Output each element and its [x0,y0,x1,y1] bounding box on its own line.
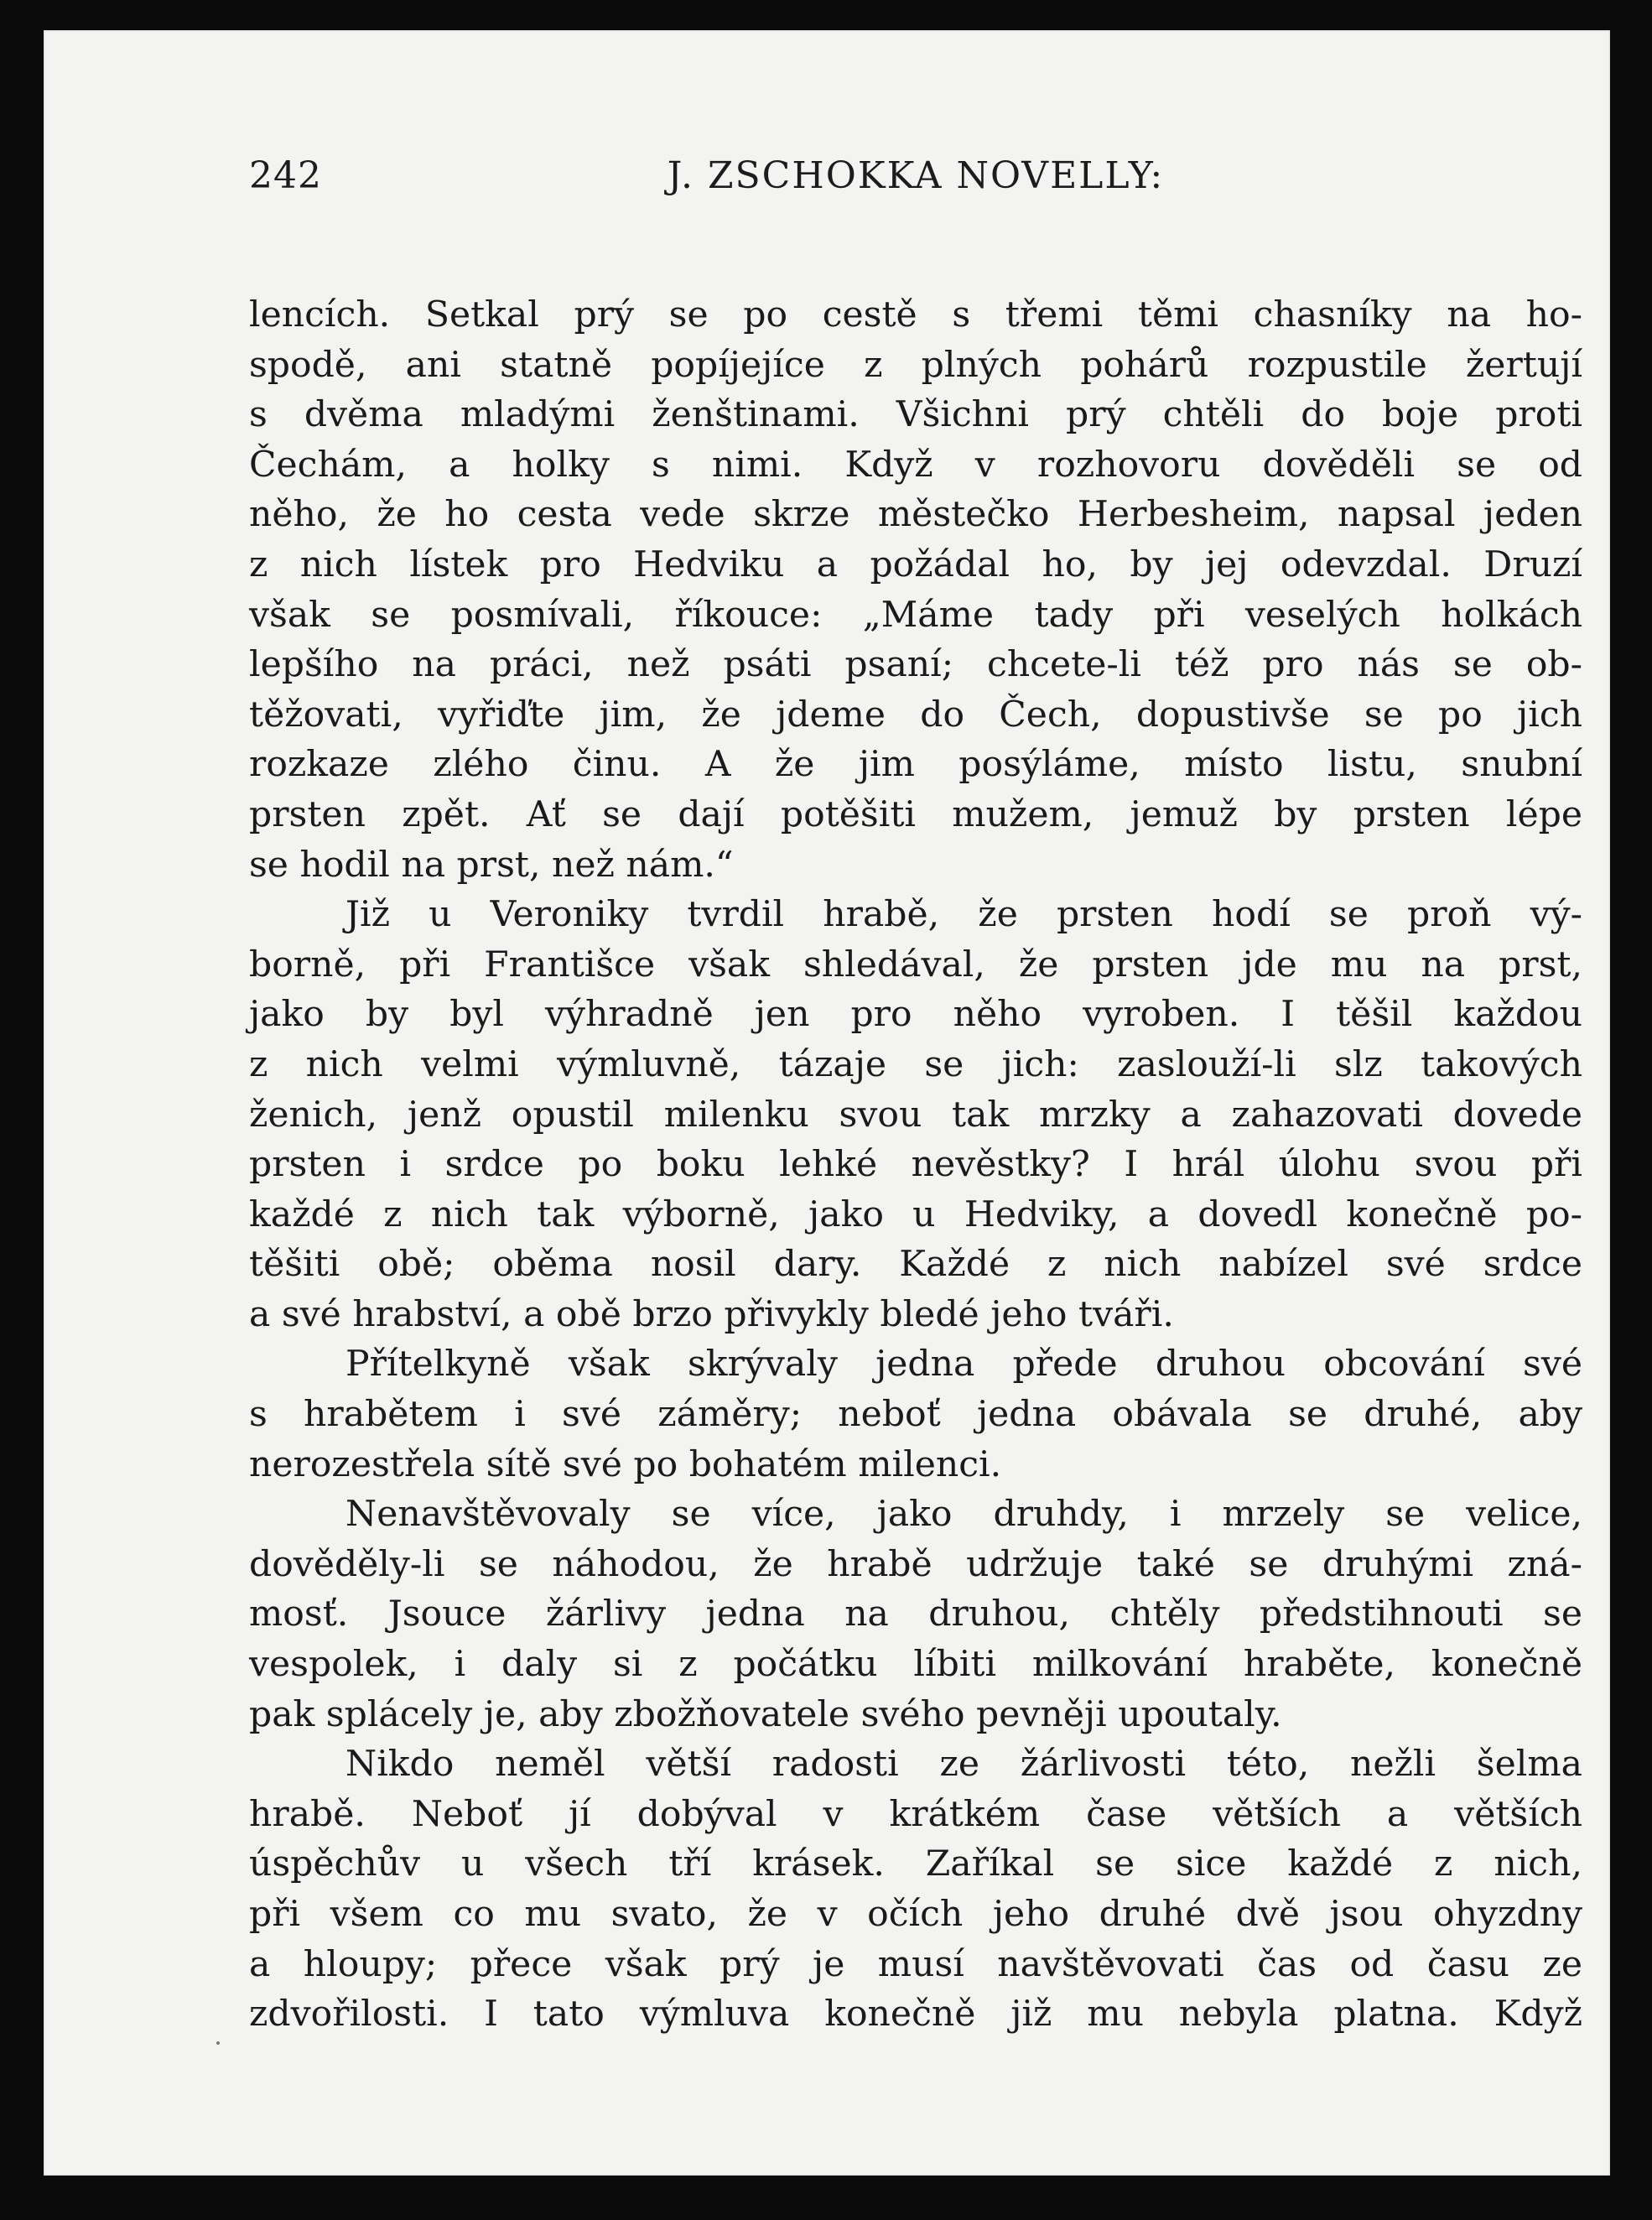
text-line: nerozestřela sítě své po bohatém milenci. [249,1443,1002,1485]
text-line: z nich velmi výmluvně, tázaje se jich: zaslouží-li slz takových [249,1043,1582,1085]
text-line: prsten zpět. Ať se dají potěšiti mužem, jemuž by prsten lépe [249,793,1582,835]
paragraph-first-line: Přítelkyně však skrývaly jedna přede druhou obcování své [345,1344,1582,1386]
body-text [249,290,1582,2040]
text-line: něho, že ho cesta vede skrze městečko Herbesheim, napsal jeden [249,494,1582,536]
text-line: a své hrabství, a obě brzo přivykly bledé jeho tváři. [249,1293,1174,1335]
text-line: rozkaze zlého činu. A že jim posýláme, místo listu, snubní [249,744,1582,786]
text-line: však se posmívali, říkouce: „Máme tady při veselých holkách [249,594,1582,636]
text-line: lepšího na práci, než psáti psaní; chcete-li též pro nás se ob- [249,644,1582,686]
text-line: s dvěma mladými ženštinami. Všichni prý chtěli do boje proti [249,394,1582,436]
page-number: 242 [249,154,322,197]
page-header [249,154,1582,230]
text-line: každé z nich tak výborně, jako u Hedviky, a dovedl konečně po- [249,1193,1582,1235]
text-line: těžovati, vyřiďte jim, že jdeme do Čech, dopustivše se po jich [249,694,1582,736]
text-line: ženich, jenž opustil milenku svou tak mrzky a zahazovati dovede [249,1094,1582,1136]
text-line: hrabě. Neboť jí dobýval v krátkém čase větších a větších [249,1793,1582,1835]
paper-speck [216,2041,220,2045]
text-line: spodě, ani statně popíjejíce z plných pohárů rozpustile žertují [249,344,1582,386]
text-line: vespolek, i daly si z počátku líbiti milkování hraběte, konečně [249,1644,1582,1686]
text-line: zdvořilosti. I tato výmluva konečně již mu nebyla platna. Když [249,1994,1582,2035]
text-line: těšiti obě; oběma nosil dary. Každé z nich nabízel své srdce [249,1244,1582,1286]
text-line: dověděly-li se náhodou, že hrabě udržuje také se druhými zná- [249,1543,1582,1585]
book-page [44,30,1610,2176]
text-line: z nich lístek pro Hedviku a požádal ho, by jej odevzdal. Druzí [249,543,1582,585]
text-line: borně, při Františce však shledával, že prsten jde mu na prst, [249,944,1582,985]
paragraph-first-line: Již u Veroniky tvrdil hrabě, že prsten hodí se proň vý- [345,894,1582,936]
text-line: a hloupy; přece však prý je musí navštěvovati čas od času ze [249,1943,1582,1985]
text-line: jako by byl výhradně jen pro něho vyroben. I těšil každou [249,994,1582,1036]
text-line: mosť. Jsouce žárlivy jedna na druhou, chtěly předstihnouti se [249,1594,1582,1635]
text-line: prsten i srdce po boku lehké nevěstky? I hrál úlohu svou při [249,1144,1582,1186]
text-line: lencích. Setkal prý se po cestě s třemi těmi chasníky na ho- [249,294,1582,335]
text-line: pak splácely je, aby zbožňovatele svého pevněji upoutaly. [249,1693,1282,1735]
paragraph-first-line: Nikdo neměl větší radosti ze žárlivosti této, nežli šelma [345,1744,1582,1786]
paragraph-first-line: Nenavštěvovaly se více, jako druhdy, i mrzely se velice, [345,1494,1582,1536]
text-line: s hrabětem i své záměry; neboť jedna obávala se druhé, aby [249,1394,1582,1436]
text-line: se hodil na prst, než nám.“ [249,844,734,886]
text-line: Čechám, a holky s nimi. Když v rozhovoru dověděli se od [249,444,1582,486]
text-line: úspěchův u všech tří krásek. Zaříkal se sice každé z nich, [249,1843,1582,1885]
text-line: při všem co mu svato, že v očích jeho druhé dvě jsou ohyzdny [249,1894,1582,1935]
running-title: J. ZSCHOKKA NOVELLY: [667,154,1165,197]
